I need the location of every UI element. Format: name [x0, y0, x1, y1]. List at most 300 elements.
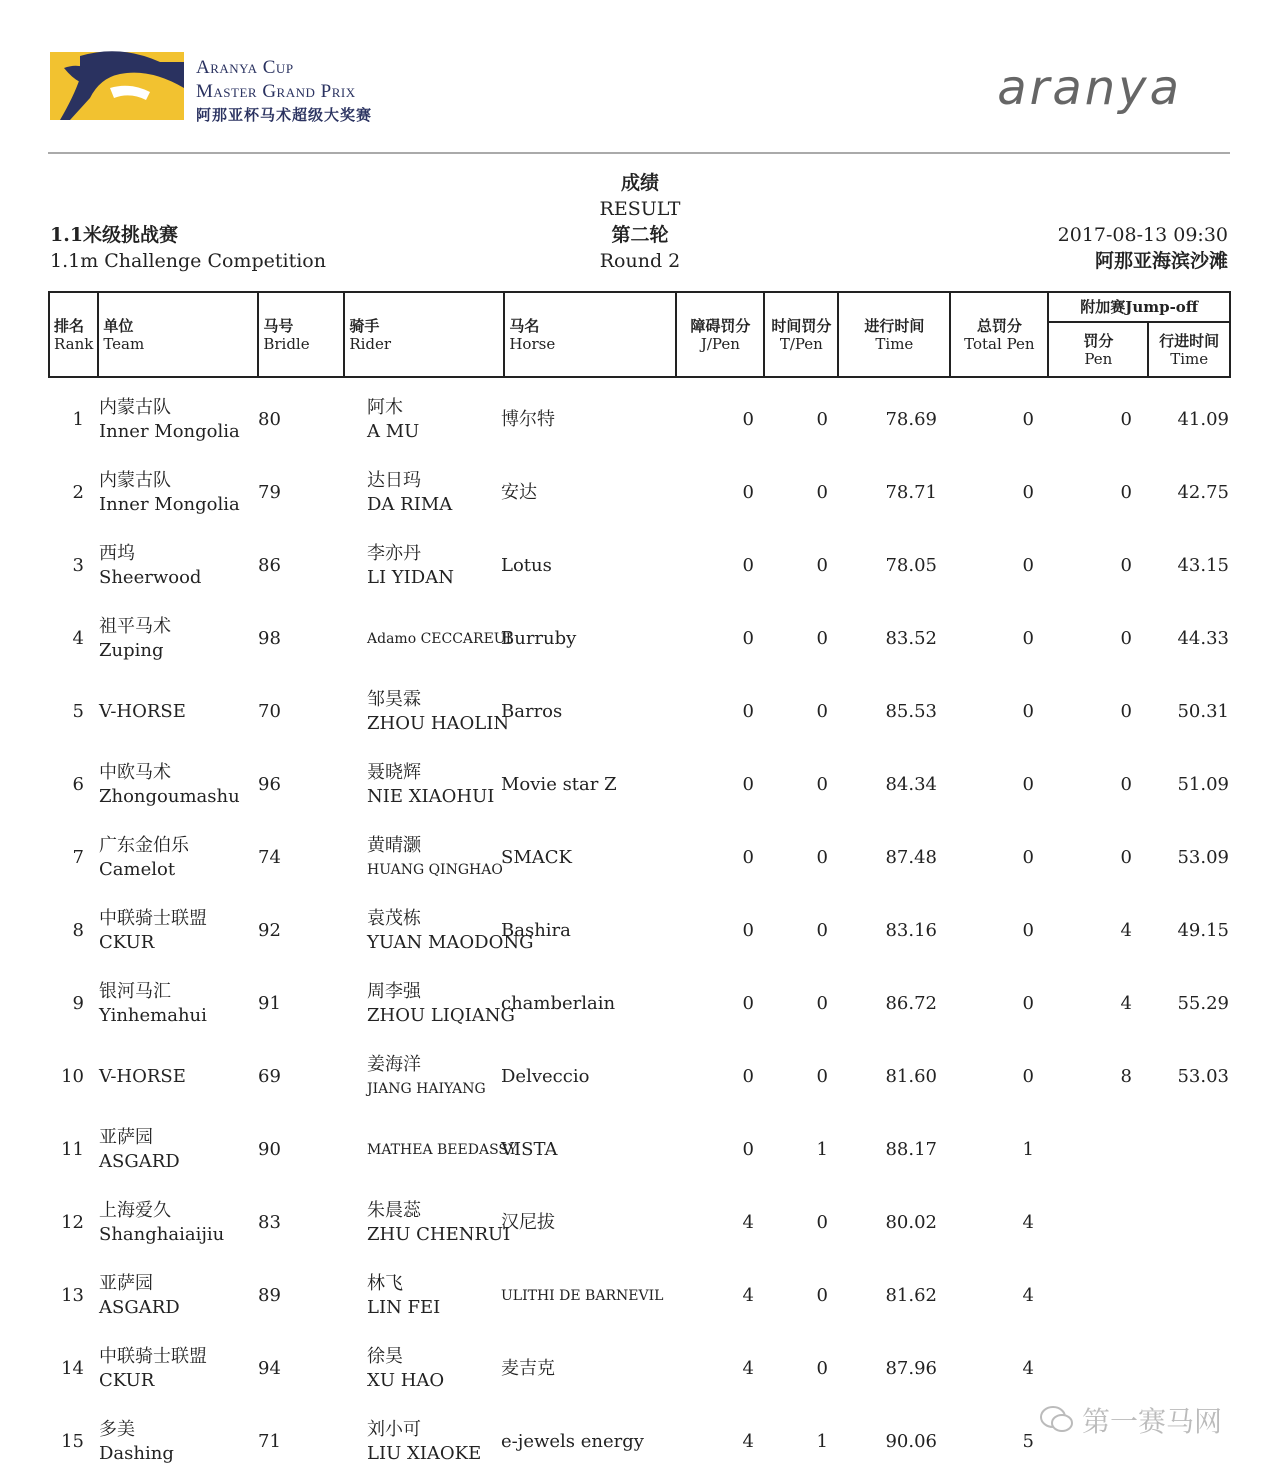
cell-total [988, 1259, 1034, 1332]
cell-text: 9 [72, 992, 84, 1014]
cell-text: ZHOU HAOLIN [367, 712, 510, 734]
cell-jpen [708, 529, 754, 602]
cell-jo-pen [1088, 1040, 1132, 1113]
cell-total [988, 1405, 1034, 1478]
cell-text: ASGARD [99, 1150, 180, 1172]
cell-text: 1 [72, 408, 84, 430]
cell-text: 林飞 [367, 1272, 403, 1294]
cell-team [99, 748, 254, 821]
cell-text: 0 [742, 992, 754, 1014]
cell-bridle [258, 529, 298, 602]
cell-rider [367, 894, 534, 967]
table-row [48, 894, 1231, 967]
cell-text: 0 [742, 1138, 754, 1160]
cell-text: 达日玛 [367, 469, 421, 491]
cell-text: DA RIMA [367, 493, 453, 515]
cell-text: Adamo CECCAREUI [367, 630, 512, 647]
cell-team [99, 894, 254, 967]
cell-rider [367, 1332, 491, 1405]
cell-text: Inner Mongolia [99, 420, 240, 442]
col-jo-time-cn: 行进时间 [1159, 331, 1220, 350]
cell-jo-time [1148, 1186, 1229, 1259]
cell-rider [367, 675, 510, 748]
col-team-cn: 单位 [103, 316, 134, 335]
cell-jpen [708, 456, 754, 529]
cell-tpen [788, 1113, 828, 1186]
cell-text: 5 [72, 700, 84, 722]
cell-horse [501, 602, 701, 675]
table-row [48, 1186, 1231, 1259]
cell-text: 4 [1120, 919, 1132, 941]
cell-text: 中联骑士联盟 [99, 907, 207, 929]
cell-text: 4 [742, 1357, 754, 1379]
cell-text: 0 [1022, 992, 1034, 1014]
cell-text: 41.09 [1177, 408, 1229, 430]
event-location: 阿那亚海滨沙滩 [1094, 250, 1228, 272]
col-tpen-cn: 时间罚分 [771, 316, 832, 335]
cell-text: 0 [742, 481, 754, 503]
cell-time [838, 1186, 937, 1259]
cell-rider [367, 1113, 518, 1186]
cell-jo-time [1148, 1259, 1229, 1332]
col-total-en: Total Pen [964, 334, 1035, 353]
cell-text: 2 [72, 481, 84, 503]
cell-text: 1 [816, 1138, 828, 1160]
cell-time [838, 894, 937, 967]
table-row [48, 1040, 1231, 1113]
cell-text: 91 [258, 992, 281, 1014]
cell-rank [48, 1186, 84, 1259]
cell-text: 81.62 [885, 1284, 937, 1306]
cell-text: HUANG QINGHAO [367, 861, 503, 878]
cell-text: Movie star Z [501, 773, 617, 795]
cell-text: 徐昊 [367, 1345, 403, 1367]
cell-horse [501, 529, 701, 602]
cell-text: Bashira [501, 919, 571, 941]
cell-bridle [258, 1332, 298, 1405]
cell-jo-pen [1088, 383, 1132, 456]
cell-text: 4 [742, 1430, 754, 1452]
cell-text: 12 [61, 1211, 84, 1233]
cell-horse [501, 1259, 701, 1332]
cell-team [99, 529, 254, 602]
cell-text: 83.52 [885, 627, 937, 649]
cell-text: V-HORSE [99, 1065, 186, 1087]
cell-text: 阿木 [367, 396, 403, 418]
col-team [98, 292, 258, 377]
cell-text: Lotus [501, 554, 552, 576]
cell-horse [501, 821, 701, 894]
cell-text: 78.71 [885, 481, 937, 503]
cell-jpen [708, 1113, 754, 1186]
cell-text: 安达 [501, 481, 537, 503]
cell-text: ZHOU LIQIANG [367, 1004, 515, 1026]
cell-text: 0 [816, 1357, 828, 1379]
cell-text: Delveccio [501, 1065, 590, 1087]
cell-text: 上海爱久 [99, 1199, 171, 1221]
cell-text: 0 [1022, 554, 1034, 576]
cell-text: CKUR [99, 1369, 155, 1391]
cell-tpen [788, 821, 828, 894]
cell-text: 71 [258, 1430, 281, 1452]
cell-text: 0 [1022, 627, 1034, 649]
cell-text: 0 [742, 627, 754, 649]
cell-text: 53.09 [1177, 846, 1229, 868]
cell-text: 80 [258, 408, 281, 430]
col-jpen-cn: 障碍罚分 [690, 316, 751, 335]
cell-jo-pen [1088, 529, 1132, 602]
cell-jo-time [1148, 529, 1229, 602]
cell-bridle [258, 1259, 298, 1332]
aranya-brand: aranya [997, 60, 1182, 116]
cell-text: 44.33 [1177, 627, 1229, 649]
cell-rider [367, 602, 512, 675]
cell-rider [367, 456, 491, 529]
cell-text: 4 [1022, 1357, 1034, 1379]
cell-tpen [788, 894, 828, 967]
cell-bridle [258, 1186, 298, 1259]
col-jo-pen [1048, 322, 1148, 377]
cell-jpen [708, 1332, 754, 1405]
cell-text: 李亦丹 [367, 542, 421, 564]
cell-bridle [258, 967, 298, 1040]
col-tpen [764, 292, 838, 377]
col-horse-en: Horse [509, 334, 556, 353]
cell-bridle [258, 821, 298, 894]
cell-text: 汉尼拔 [501, 1211, 555, 1233]
table-row [48, 675, 1231, 748]
col-team-en: Team [103, 334, 145, 353]
col-tpen-en: T/Pen [779, 334, 823, 353]
wechat-icon [1040, 1405, 1074, 1435]
cell-jo-pen [1088, 894, 1132, 967]
cell-text: 0 [1120, 408, 1132, 430]
cell-text: 78.69 [885, 408, 937, 430]
competition-name-en: 1.1m Challenge Competition [50, 250, 326, 272]
cell-tpen [788, 456, 828, 529]
col-jo-time-en: Time [1170, 349, 1209, 368]
cell-bridle [258, 748, 298, 821]
cell-horse [501, 748, 701, 821]
cell-team [99, 1405, 254, 1478]
cell-total [988, 456, 1034, 529]
col-rider-en: Rider [349, 334, 392, 353]
cell-jpen [708, 1040, 754, 1113]
col-jumpoff-label: 附加赛Jump-off [1080, 298, 1199, 316]
cell-text: 0 [742, 1065, 754, 1087]
cell-text: LIN FEI [367, 1296, 441, 1318]
cell-text: 0 [1120, 700, 1132, 722]
cell-text: 0 [816, 408, 828, 430]
cell-team [99, 1259, 254, 1332]
cell-text: 1 [816, 1430, 828, 1452]
cell-rider [367, 821, 503, 894]
cell-total [988, 894, 1034, 967]
cell-rider [367, 1186, 511, 1259]
cell-text: 79 [258, 481, 281, 503]
cell-time [838, 748, 937, 821]
cell-text: 85.53 [885, 700, 937, 722]
cell-tpen [788, 1040, 828, 1113]
col-rider [344, 292, 504, 377]
cell-text: 4 [742, 1284, 754, 1306]
cell-text: 0 [816, 1211, 828, 1233]
cell-text: NIE XIAOHUI [367, 785, 495, 807]
cell-text: 姜海洋 [367, 1053, 421, 1075]
cell-text: Yinhemahui [99, 1004, 207, 1026]
table-row [48, 1113, 1231, 1186]
cell-rank [48, 602, 84, 675]
cell-time [838, 1113, 937, 1186]
col-time [838, 292, 950, 377]
cell-jo-time [1148, 1113, 1229, 1186]
cell-text: chamberlain [501, 992, 616, 1014]
cell-jpen [708, 821, 754, 894]
cell-time [838, 821, 937, 894]
cell-tpen [788, 383, 828, 456]
cell-text: A MU [367, 420, 420, 442]
cell-time [838, 529, 937, 602]
cell-jo-pen [1088, 967, 1132, 1040]
cell-text: 78.05 [885, 554, 937, 576]
cell-time [838, 602, 937, 675]
cell-team [99, 1186, 254, 1259]
cell-text: 84.34 [885, 773, 937, 795]
cell-text: e-jewels energy [501, 1430, 644, 1452]
cell-total [988, 821, 1034, 894]
col-bridle-en: Bridle [263, 334, 310, 353]
cell-text: SMACK [501, 846, 572, 868]
cell-jpen [708, 1186, 754, 1259]
cell-text: 6 [72, 773, 84, 795]
cell-jo-time [1148, 967, 1229, 1040]
cell-text: 13 [61, 1284, 84, 1306]
cell-rider [367, 529, 491, 602]
cell-jo-time [1148, 821, 1229, 894]
cell-horse [501, 967, 701, 1040]
aranya-cup-logo [50, 48, 184, 124]
cell-text: 87.96 [885, 1357, 937, 1379]
col-jpen-en: J/Pen [700, 334, 740, 353]
cell-bridle [258, 1113, 298, 1186]
cell-text: 多美 [99, 1418, 135, 1440]
round-title-cn: 第二轮 [611, 224, 669, 246]
cell-text: 10 [61, 1065, 84, 1087]
cell-text: V-HORSE [99, 700, 186, 722]
cell-horse [501, 1405, 701, 1478]
cell-team [99, 456, 254, 529]
cell-text: 70 [258, 700, 281, 722]
cell-jo-time [1148, 894, 1229, 967]
event-info [1058, 222, 1228, 274]
cell-text: 0 [1120, 773, 1132, 795]
cell-rank [48, 383, 84, 456]
cell-rider [367, 383, 491, 456]
cell-rank [48, 529, 84, 602]
col-horse-cn: 马名 [509, 316, 540, 335]
cell-text: 43.15 [1177, 554, 1229, 576]
cell-jo-time [1148, 675, 1229, 748]
cell-jo-pen [1088, 456, 1132, 529]
cell-time [838, 383, 937, 456]
col-jo-time [1148, 322, 1230, 377]
cell-text: 1 [1022, 1138, 1034, 1160]
cell-text: Sheerwood [99, 566, 202, 588]
cell-text: 广东金伯乐 [99, 834, 189, 856]
cell-total [988, 602, 1034, 675]
cell-text: 0 [742, 700, 754, 722]
cell-text: 0 [1022, 1065, 1034, 1087]
result-title-cn: 成绩 [620, 172, 659, 194]
cell-text: MATHEA BEEDASSY [367, 1141, 518, 1158]
col-bridle [258, 292, 344, 377]
cell-text: 周李强 [367, 980, 421, 1002]
cell-text: 83 [258, 1211, 281, 1233]
cell-team [99, 383, 254, 456]
cell-text: 0 [1022, 846, 1034, 868]
cell-text: 4 [1120, 992, 1132, 1014]
result-title-en: RESULT [599, 198, 681, 220]
col-rank-cn: 排名 [54, 316, 85, 335]
cell-text: 0 [816, 700, 828, 722]
cell-text: 74 [258, 846, 281, 868]
cell-jo-pen [1088, 1259, 1132, 1332]
cell-text: Camelot [99, 858, 176, 880]
table-row [48, 748, 1231, 821]
cell-rank [48, 1113, 84, 1186]
cell-time [838, 1040, 937, 1113]
cell-bridle [258, 1040, 298, 1113]
cell-text: 0 [742, 408, 754, 430]
cell-text: 0 [1022, 408, 1034, 430]
cell-text: Zuping [99, 639, 164, 661]
cell-text: 0 [1022, 700, 1034, 722]
cell-text: 53.03 [1177, 1065, 1229, 1087]
cell-text: 0 [1120, 627, 1132, 649]
cell-text: 92 [258, 919, 281, 941]
cell-text: 黄晴灏 [367, 834, 421, 856]
cell-jpen [708, 1259, 754, 1332]
cell-jpen [708, 967, 754, 1040]
cell-text: 94 [258, 1357, 281, 1379]
cell-text: 8 [1120, 1065, 1132, 1087]
cell-total [988, 1113, 1034, 1186]
cell-bridle [258, 1405, 298, 1478]
col-jpen [676, 292, 764, 377]
cell-text: 亚萨园 [99, 1126, 153, 1148]
cell-tpen [788, 1259, 828, 1332]
cell-jo-pen [1088, 675, 1132, 748]
col-rider-cn: 骑手 [349, 316, 380, 335]
cell-text: 博尔特 [501, 408, 555, 430]
col-total-cn: 总罚分 [976, 316, 1022, 335]
cell-jo-pen [1088, 602, 1132, 675]
cell-time [838, 1259, 937, 1332]
cell-text: 0 [1022, 773, 1034, 795]
cell-text: 0 [1120, 481, 1132, 503]
cell-text: 50.31 [1177, 700, 1229, 722]
cell-text: 麦吉克 [501, 1357, 555, 1379]
cell-text: Shanghaiaijiu [99, 1223, 225, 1245]
cell-text: 14 [61, 1357, 84, 1379]
cell-text: 0 [816, 919, 828, 941]
cell-text: 0 [742, 773, 754, 795]
cell-text: 90.06 [885, 1430, 937, 1452]
cell-text: JIANG HAIYANG [367, 1080, 486, 1097]
cell-text: 祖平马术 [99, 615, 171, 637]
cell-rank [48, 456, 84, 529]
cell-team [99, 1113, 254, 1186]
cell-horse [501, 1113, 701, 1186]
logo-line-3: 阿那亚杯马术超级大奖赛 [196, 108, 373, 124]
cell-total [988, 529, 1034, 602]
cell-text: ZHU CHENRUI [367, 1223, 511, 1245]
col-time-en: Time [875, 334, 914, 353]
cell-text: 51.09 [1177, 773, 1229, 795]
cell-jo-pen [1088, 748, 1132, 821]
cell-horse [501, 675, 701, 748]
cell-team [99, 675, 254, 748]
cell-jpen [708, 383, 754, 456]
cell-text: 0 [816, 773, 828, 795]
cell-text: 0 [742, 846, 754, 868]
cell-tpen [788, 529, 828, 602]
cell-text: 中联骑士联盟 [99, 1345, 207, 1367]
cell-text: 0 [816, 627, 828, 649]
cell-rank [48, 821, 84, 894]
cell-rank [48, 1405, 84, 1478]
cell-horse [501, 456, 701, 529]
cell-jo-pen [1088, 821, 1132, 894]
cell-text: 内蒙古队 [99, 396, 171, 418]
header-divider [48, 152, 1230, 154]
col-total [950, 292, 1048, 377]
cell-rank [48, 1040, 84, 1113]
cell-time [838, 675, 937, 748]
result-title [540, 170, 740, 274]
cell-text: 0 [1022, 481, 1034, 503]
cell-jo-time [1148, 1040, 1229, 1113]
cell-tpen [788, 748, 828, 821]
cell-time [838, 967, 937, 1040]
cell-text: 0 [1022, 919, 1034, 941]
cell-rank [48, 675, 84, 748]
cell-text: 银河马汇 [99, 980, 171, 1002]
col-rank [49, 292, 98, 377]
cell-rider [367, 748, 495, 821]
cell-time [838, 1332, 937, 1405]
cell-jo-pen [1088, 1186, 1132, 1259]
cell-jo-time [1148, 748, 1229, 821]
cell-text: 7 [72, 846, 84, 868]
cell-rider [367, 1040, 491, 1113]
cell-text: 98 [258, 627, 281, 649]
cell-text: Burruby [501, 627, 577, 649]
cell-total [988, 1040, 1034, 1113]
watermark [1040, 1400, 1222, 1440]
cell-horse [501, 383, 701, 456]
cell-tpen [788, 675, 828, 748]
cell-text: 15 [61, 1430, 84, 1452]
cell-time [838, 1405, 937, 1478]
cell-text: 0 [816, 554, 828, 576]
table-row [48, 456, 1231, 529]
cell-text: 0 [816, 481, 828, 503]
cell-bridle [258, 675, 298, 748]
cell-text: 朱晨蕊 [367, 1199, 421, 1221]
table-row [48, 821, 1231, 894]
cell-text: Inner Mongolia [99, 493, 240, 515]
